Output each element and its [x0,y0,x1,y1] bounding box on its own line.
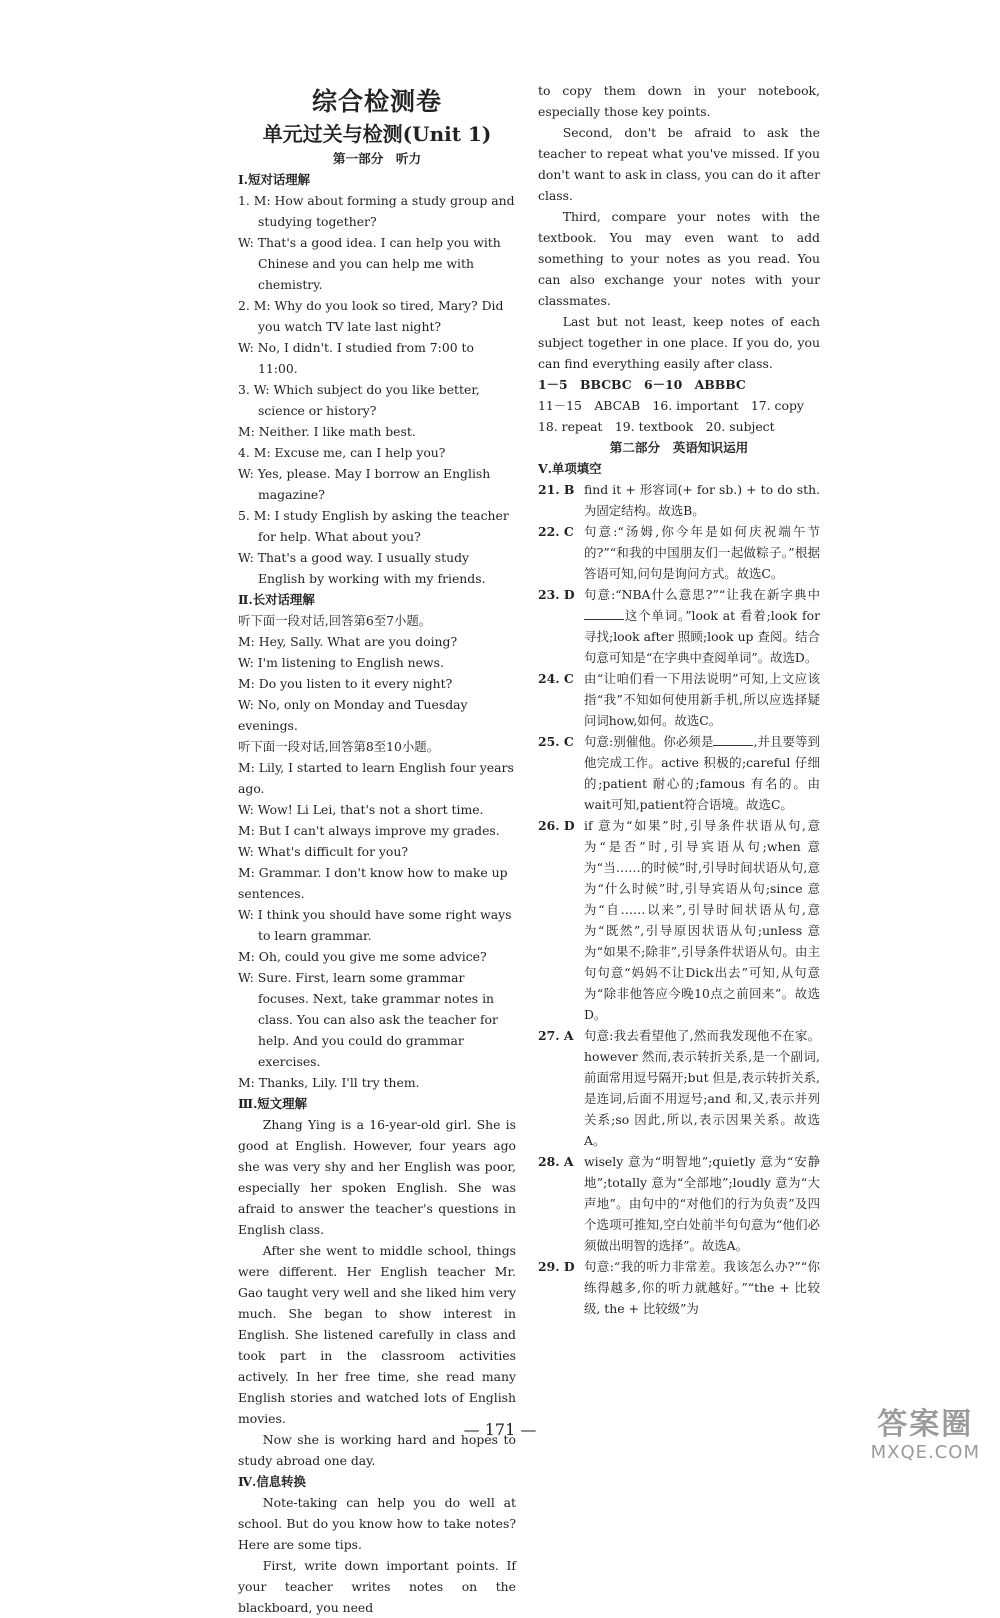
dialogue-line: M: Do you listen to it every night? [238,676,453,691]
explanation-text: 句意:我去看望他了,然而我发现他不在家。however 然而,表示转折关系,是一个副词,前面常用逗号隔开;but 但是,表示转折关系,是连词,后面不用逗号;and 和,又,表示并列关系;so 因此,所以,表示因果关系。故选A。 [584,1028,820,1148]
watermark-logo [871,1408,980,1463]
dialogue-line: W: I'm listening to English news. [238,655,444,670]
dialogue-line: 4. M: Excuse me, can I help you? [238,445,446,460]
question-number: 27. A [538,1028,574,1043]
question-number: 25. C [538,734,574,749]
dialogue-line: 2. M: Why do you look so tired, Mary? Did you watch TV late last night? [238,298,504,334]
passage-paragraph: to copy them down in your notebook, especially those key points. [538,83,820,119]
question-number: 26. D [538,818,575,833]
instruction-line: 听下面一段对话,回答第8至10小题。 [238,739,440,754]
dialogue-line: 5. M: I study English by asking the teacher for help. What about you? [238,508,509,544]
left-column [238,80,516,1618]
dialogue-line: M: Oh, could you give me some advice? [238,949,487,964]
question-explanation [538,479,820,521]
passage-paragraph: Zhang Ying is a 16-year-old girl. She is good at English. However, four years ago she was very shy and her English was poor, especially her spoken English. She was afraid to answer the teacher's questions in English class. [238,1117,516,1237]
question-explanation [538,731,820,815]
passage-paragraph: After she went to middle school, things were different. Her English teacher Mr. Gao taught very well and she liked him very much. She began to show interest in English. She listened carefully in class and took part in the classroom activities actively. In her free time, she read many English stories and watched lots of English movies. [238,1243,516,1426]
section-heading-2: Ⅱ.长对话理解 [238,592,315,607]
question-explanation [538,521,820,584]
answer-line: 18. repeat 19. textbook 20. subject [538,419,775,434]
question-number: 21. B [538,482,575,497]
explanation-text: if 意为“如果”时,引导条件状语从句,意为“是否”时,引导宾语从句;when 意为“当……的时候”时,引导时间状语从句,意为“什么时候”时,引导宾语从句;since 意为“自……以来”,引导时间状语从句,意为“既然”,引导原因状语从句;unless 意为“如果不;除非”,引导条件状语从句。由主句句意“妈妈不让Dick出去”可知,从句意为“除非他答应今晚10点之前回来”。故选D。 [584,818,820,1022]
question-explanation [538,815,820,1025]
dialogue-line: W: That's a good way. I usually study English by working with my friends. [238,550,486,586]
passage-paragraph: Now she is working hard and hopes to study abroad one day. [238,1432,516,1468]
question-number: 29. D [538,1259,575,1274]
explanation-part: 这个单词。”look at 看着;look for 寻找;look after 照顾;look up 查阅。结合句意可知是“在字典中查阅单词”。故选D。 [584,608,820,665]
dialogue-line: W: Yes, please. May I borrow an English magazine? [238,466,491,502]
instruction-line: 听下面一段对话,回答第6至7小题。 [238,613,432,628]
question-number: 28. A [538,1154,574,1169]
dialogue-line: 1. M: How about forming a study group and studying together? [238,193,515,229]
blank-line [584,607,624,620]
explanation-part: 句意:别催他。你必须是 [584,734,714,749]
part-one-heading: 第一部分 听力 [332,151,422,166]
passage-paragraph: First, write down important points. If your teacher writes notes on the blackboard, you need [238,1558,516,1615]
dialogue-line: W: Sure. First, learn some grammar focuses. Next, take grammar notes in class. You can also ask the teacher for help. And you could do grammar exercises. [238,970,498,1069]
dialogue-line: W: No, only on Monday and Tuesday evenings. [238,697,468,733]
question-explanation [538,1256,820,1319]
explanation-text: wisely 意为“明智地”;quietly 意为“安静地”;totally 意为“全部地”;loudly 意为“大声地”。由句中的“对他们的行为负责”及四个选项可推知,空白处前半句句意为“他们必须做出明智的选择”。故选A。 [584,1154,820,1253]
section-heading-5: Ⅴ.单项填空 [538,461,602,476]
dialogue-line: M: Hey, Sally. What are you doing? [238,634,458,649]
page-title: 综合检测卷 [311,87,442,116]
dialogue-line: W: I think you should have some right ways to learn grammar. [238,907,512,943]
explanation-text [584,584,820,668]
explanation-text: 句意:“汤姆,你今年是如何庆祝端午节的?”“和我的中国朋友们一起做粽子。”根据答语可知,问句是询问方式。故选C。 [584,524,820,581]
blank-line [713,733,753,746]
watermark-url: MXQE.COM [870,1442,980,1463]
passage-paragraph: Third, compare your notes with the textbook. You may even want to add something to your notes as you read. You can also exchange your notes with your classmates. [538,209,820,308]
dialogue-line: W: That's a good idea. I can help you with Chinese and you can help me with chemistry. [238,235,501,292]
explanation-text: 由“让咱们看一下用法说明”可知,上文应该指“我”不知如何使用新手机,所以应选择疑问词how,如何。故选C。 [584,671,820,728]
answer-line: 1－5 BBCBC 6－10 ABBBC [538,377,746,392]
answer-line: 11－15 ABCAB 16. important 17. copy [538,398,804,413]
passage-paragraph: Second, don't be afraid to ask the teacher to repeat what you've missed. If you don't want to ask in class, you can do it after class. [538,125,820,203]
passage-paragraph: Note-taking can help you do well at school. But do you know how to take notes? Here are some tips. [238,1495,516,1552]
question-number: 23. D [538,587,575,602]
dialogue-line: M: But I can't always improve my grades. [238,823,500,838]
explanation-part: 句意:“NBA什么意思?”“让我在新字典中 [584,587,820,602]
unit-title: 单元过关与检测(Unit 1) [262,122,492,146]
question-number: 22. C [538,524,574,539]
question-number: 24. C [538,671,574,686]
dialogue-line: W: Wow! Li Lei, that's not a short time. [238,802,484,817]
question-explanation [538,1151,820,1256]
question-explanation [538,668,820,731]
explanation-text [584,731,820,815]
dialogue-line: M: Thanks, Lily. I'll try them. [238,1075,420,1090]
section-heading-1: Ⅰ.短对话理解 [238,172,311,187]
dialogue-line: M: Neither. I like math best. [238,424,416,439]
right-column [538,80,820,1319]
dialogue-line: 3. W: Which subject do you like better, science or history? [238,382,480,418]
section-heading-4: Ⅳ.信息转换 [238,1474,306,1489]
part-two-heading: 第二部分 英语知识运用 [609,440,749,455]
explanation-part: ,并且要等到他完成工作。active 积极的;careful 仔细的;patient 耐心的;famous 有名的。由wait可知,patient符合语境。故选C。 [584,734,820,812]
question-explanation [538,584,820,668]
page-number: — 171 — [463,1420,537,1439]
passage-paragraph: Last but not least, keep notes of each subject together in one place. If you do, you can find everything easily after class. [538,314,820,371]
explanation-text: find it + 形容词(+ for sb.) + to do sth. 为固定结构。故选B。 [584,482,820,518]
dialogue-line: M: Lily, I started to learn English four years ago. [238,760,514,796]
dialogue-line: W: What's difficult for you? [238,844,409,859]
dialogue-line: M: Grammar. I don't know how to make up sentences. [238,865,508,901]
section-heading-3: Ⅲ.短文理解 [238,1096,307,1111]
explanation-text: 句意:“我的听力非常差。我该怎么办?”“你练得越多,你的听力就越好。”“the + 比较级, the + 比较级”为 [584,1259,820,1316]
watermark-text: 答案圈 [877,1407,974,1442]
dialogue-line: W: No, I didn't. I studied from 7:00 to 11:00. [238,340,474,376]
question-explanation [538,1025,820,1151]
